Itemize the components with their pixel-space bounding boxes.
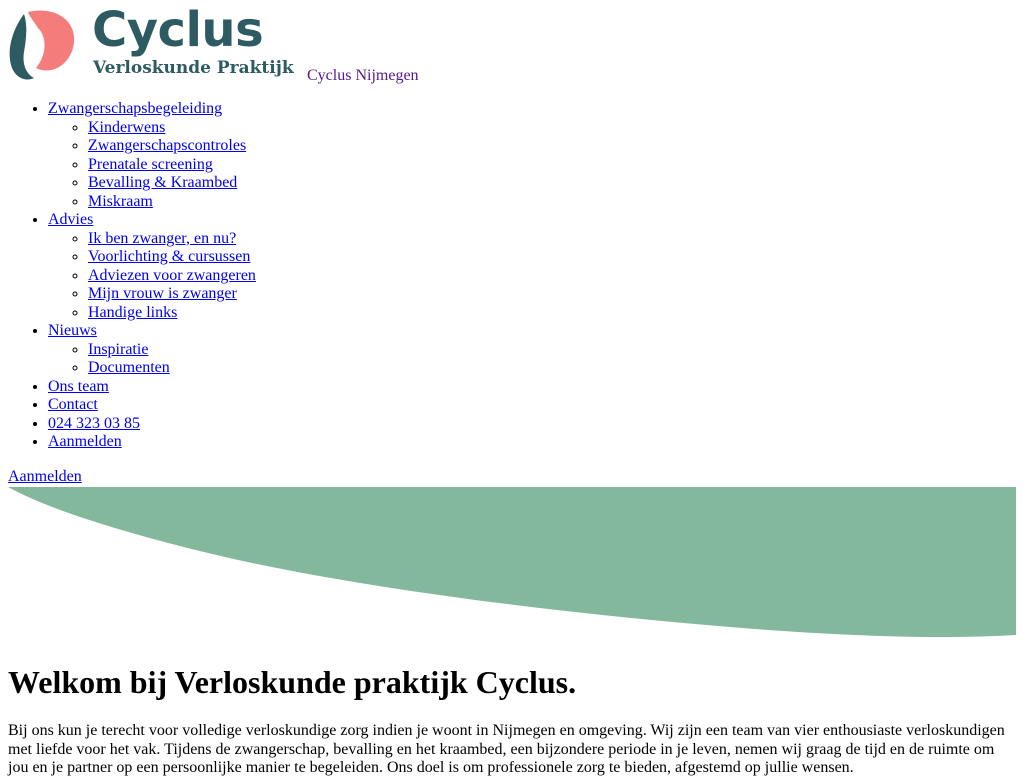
nav-link-advies[interactable]: Advies bbox=[48, 211, 94, 228]
submenu-item bbox=[88, 174, 608, 193]
nav-item-contact bbox=[48, 396, 608, 415]
nav-menu bbox=[8, 100, 608, 452]
nav-link-kinderwens[interactable]: Kinderwens bbox=[88, 118, 166, 136]
submenu-item bbox=[88, 359, 608, 378]
aanmelden-button[interactable]: Aanmelden bbox=[8, 468, 82, 485]
nav-link-aanmelden[interactable]: Aanmelden bbox=[48, 433, 122, 450]
submenu-advies bbox=[48, 230, 608, 323]
nav-item-advies bbox=[48, 211, 608, 322]
submenu-item bbox=[88, 230, 608, 249]
submenu-item bbox=[88, 285, 608, 304]
submenu-item bbox=[88, 156, 608, 175]
main-content bbox=[8, 660, 1016, 778]
nav-link-nieuws[interactable]: Nieuws bbox=[48, 322, 97, 339]
nav-link-mijn-vrouw-is-zwanger[interactable]: Mijn vrouw is zwanger bbox=[88, 285, 237, 302]
submenu-item bbox=[88, 193, 608, 212]
submenu-item bbox=[88, 267, 608, 286]
nav-link-voorlichting-cursussen[interactable]: Voorlichting & cursussen bbox=[88, 248, 251, 265]
cyclus-logo-icon bbox=[8, 8, 78, 82]
nav-link-zwangerschapsbegeleiding[interactable]: Zwangerschapsbegeleiding bbox=[48, 100, 223, 117]
site-name-link[interactable]: Cyclus Nijmegen bbox=[307, 67, 419, 84]
nav-item-aanmelden bbox=[48, 433, 608, 452]
submenu-item bbox=[88, 119, 608, 138]
page-title: Welkom bij Verloskunde praktijk Cyclus. bbox=[8, 664, 577, 700]
nav-link-phone[interactable]: 024 323 03 85 bbox=[48, 414, 140, 432]
nav-link-contact[interactable]: Contact bbox=[48, 396, 98, 413]
nav-link-zwangerschapscontroles[interactable]: Zwangerschapscontroles bbox=[88, 137, 247, 154]
nav-link-documenten[interactable]: Documenten bbox=[88, 359, 170, 376]
home-logo-link[interactable] bbox=[8, 2, 428, 86]
logo-subtitle: Verloskunde Praktijk bbox=[93, 58, 294, 78]
nav-item-phone bbox=[48, 415, 608, 434]
intro-paragraph: Bij ons kun je terecht voor volledige verloskundige zorg indien je woont in Nijmegen en omgeving. Wij zijn een team van vier enthousiaste verloskundigen met liefde voor het vak. Tijdens de zwangerschap, bevalling en het kraambed, een bijzondere periode in je leven, nemen wij graag de tijd en de ruimte om jou en je partner op een persoonlijke manier te begeleiden. Ons doel is om professionele zorg te bieden, afgestemd op jullie wensen. bbox=[8, 722, 1005, 776]
submenu-zwangerschapsbegeleiding bbox=[48, 119, 608, 212]
nav-link-ik-ben-zwanger[interactable]: Ik ben zwanger, en nu? bbox=[88, 229, 237, 247]
submenu-item bbox=[88, 248, 608, 267]
nav-link-handige-links[interactable]: Handige links bbox=[88, 303, 178, 321]
nav-link-miskraam[interactable]: Miskraam bbox=[88, 192, 153, 210]
nav-link-ons-team[interactable]: Ons team bbox=[48, 377, 109, 395]
logo-title: Cyclus bbox=[92, 2, 264, 58]
nav-item-ons-team bbox=[48, 378, 608, 397]
nav-item-zwangerschapsbegeleiding bbox=[48, 100, 608, 211]
main-navigation bbox=[8, 100, 608, 452]
nav-item-nieuws bbox=[48, 322, 608, 378]
hero-wave-shape bbox=[8, 487, 1016, 639]
nav-link-inspiratie[interactable]: Inspiratie bbox=[88, 340, 149, 358]
nav-link-adviezen-voor-zwangeren[interactable]: Adviezen voor zwangeren bbox=[88, 266, 256, 284]
nav-link-prenatale-screening[interactable]: Prenatale screening bbox=[88, 155, 213, 173]
nav-link-bevalling-kraambed[interactable]: Bevalling & Kraambed bbox=[88, 174, 238, 191]
submenu-item bbox=[88, 304, 608, 323]
submenu-item bbox=[88, 137, 608, 156]
submenu-nieuws bbox=[48, 341, 608, 378]
submenu-item bbox=[88, 341, 608, 360]
